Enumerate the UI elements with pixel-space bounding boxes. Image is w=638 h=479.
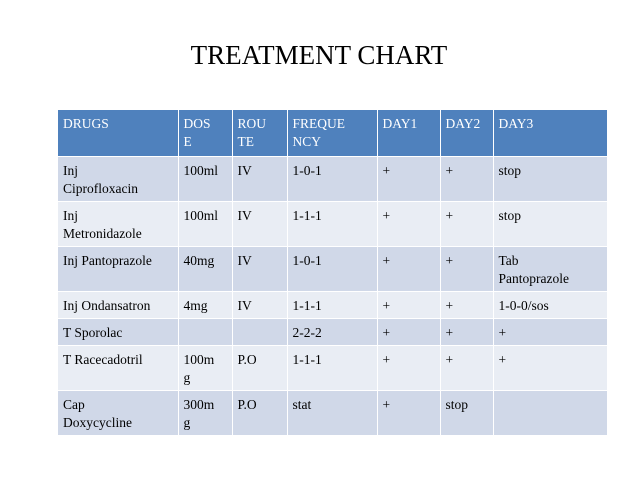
cell-frequency: 1-1-1 (287, 346, 377, 391)
cell-drugs: Inj Metronidazole (58, 202, 178, 247)
table-row (58, 346, 607, 391)
cell-drugs: Inj Ciprofloxacin (58, 157, 178, 202)
cell-day1: + (377, 157, 440, 202)
table-row (58, 247, 607, 292)
column-header-day2: DAY2 (440, 110, 493, 157)
cell-drugs: Cap Doxycycline (58, 391, 178, 436)
cell-route: P.O (232, 346, 287, 391)
table-body (58, 157, 607, 436)
cell-dose: 100ml (178, 202, 232, 247)
column-header-route: ROU TE (232, 110, 287, 157)
cell-day2: + (440, 292, 493, 319)
cell-frequency: 1-0-1 (287, 247, 377, 292)
cell-day2: stop (440, 391, 493, 436)
cell-day3: stop (493, 202, 607, 247)
cell-route: P.O (232, 391, 287, 436)
cell-day1: + (377, 292, 440, 319)
column-header-day3: DAY3 (493, 110, 607, 157)
treatment-table (58, 110, 608, 436)
cell-day1: + (377, 391, 440, 436)
cell-dose (178, 319, 232, 346)
table-row (58, 157, 607, 202)
cell-frequency: 1-0-1 (287, 157, 377, 202)
cell-frequency: 2-2-2 (287, 319, 377, 346)
cell-day1: + (377, 346, 440, 391)
cell-day2: + (440, 247, 493, 292)
cell-day2: + (440, 202, 493, 247)
cell-day2: + (440, 319, 493, 346)
table-row (58, 319, 607, 346)
cell-day2: + (440, 346, 493, 391)
cell-day3: 1-0-0/sos (493, 292, 607, 319)
cell-drugs: T Sporolac (58, 319, 178, 346)
table-row (58, 391, 607, 436)
cell-day3: Tab Pantoprazole (493, 247, 607, 292)
cell-drugs: Inj Ondansatron (58, 292, 178, 319)
page-title: TREATMENT CHART (190, 40, 448, 70)
cell-day1: + (377, 247, 440, 292)
column-header-dose: DOS E (178, 110, 232, 157)
cell-day2: + (440, 157, 493, 202)
cell-dose: 40mg (178, 247, 232, 292)
cell-route: IV (232, 202, 287, 247)
cell-drugs: Inj Pantoprazole (58, 247, 178, 292)
table-row (58, 292, 607, 319)
cell-route: IV (232, 292, 287, 319)
cell-frequency: 1-1-1 (287, 202, 377, 247)
cell-day1: + (377, 319, 440, 346)
header-row (58, 110, 607, 157)
column-header-day1: DAY1 (377, 110, 440, 157)
cell-route (232, 319, 287, 346)
column-header-frequency: FREQUE NCY (287, 110, 377, 157)
cell-dose: 100m g (178, 346, 232, 391)
cell-day3: stop (493, 157, 607, 202)
cell-day3: + (493, 319, 607, 346)
cell-frequency: 1-1-1 (287, 292, 377, 319)
cell-dose: 4mg (178, 292, 232, 319)
cell-drugs: T Racecadotril (58, 346, 178, 391)
cell-route: IV (232, 157, 287, 202)
cell-day1: + (377, 202, 440, 247)
cell-dose: 100ml (178, 157, 232, 202)
cell-frequency: stat (287, 391, 377, 436)
cell-day3 (493, 391, 607, 436)
cell-route: IV (232, 247, 287, 292)
cell-day3: + (493, 346, 607, 391)
cell-dose: 300m g (178, 391, 232, 436)
column-header-drugs: DRUGS (58, 110, 178, 157)
table-row (58, 202, 607, 247)
